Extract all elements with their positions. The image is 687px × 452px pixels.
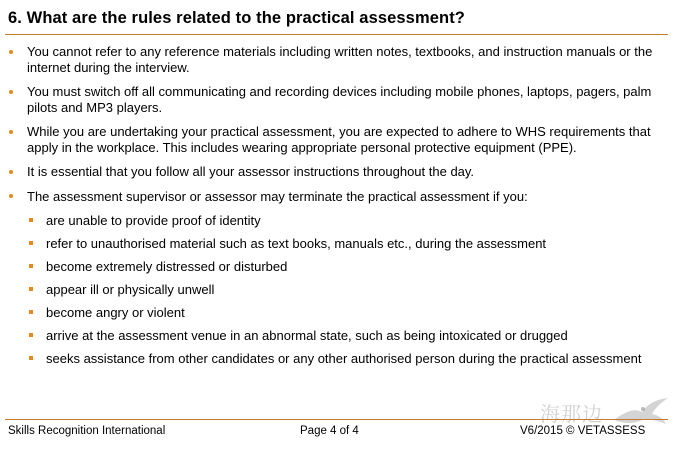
footer-organisation: Skills Recognition International <box>8 425 166 437</box>
termination-reason: become extremely distressed or disturbed <box>0 259 656 275</box>
rule-text: It is essential that you follow all your assessor instructions throughout the day. <box>27 164 475 179</box>
rule-text: You cannot refer to any reference materials including written notes, textbooks, and instruction manuals or the internet during the interview. <box>27 44 653 75</box>
rule-item <box>0 44 657 75</box>
termination-reason: become angry or violent <box>0 305 656 321</box>
termination-reason: seeks assistance from other candidates or any other authorised person during the practical assessment <box>0 351 656 367</box>
termination-reason: arrive at the assessment venue in an abnormal state, such as being intoxicated or drugged <box>0 328 656 344</box>
termination-reason: appear ill or physically unwell <box>0 282 656 298</box>
termination-reason: are unable to provide proof of identity <box>0 213 656 229</box>
heading-divider <box>5 34 668 35</box>
rule-item <box>0 164 657 180</box>
watermark-text: 海那边 <box>540 402 603 426</box>
rule-text: The assessment supervisor or assessor may terminate the practical assessment if you: <box>27 188 528 204</box>
footer-version: V6/2015 © VETASSESS <box>520 425 646 437</box>
rule-text: While you are undertaking your practical assessment, you are expected to adhere to WHS requirements that apply in the workplace. This includes wearing appropriate personal protective equipment (PPE). <box>27 124 651 155</box>
footer-divider <box>5 419 668 420</box>
termination-reason: refer to unauthorised material such as text books, manuals etc., during the assessment <box>0 236 656 252</box>
rule-item <box>0 84 657 115</box>
rule-text: You must switch off all communicating and recording devices including mobile phones, laptops, pagers, palm pilots and MP3 players. <box>27 84 652 115</box>
footer-page-number: Page 4 of 4 <box>300 425 359 437</box>
termination-reasons-list <box>0 213 657 367</box>
rule-item <box>0 189 657 367</box>
section-heading: 6. What are the rules related to the practical assessment? <box>8 9 465 27</box>
rule-item <box>0 124 657 155</box>
rules-list <box>0 44 687 376</box>
